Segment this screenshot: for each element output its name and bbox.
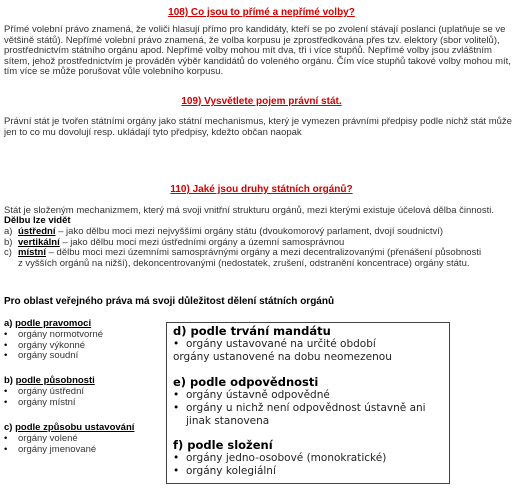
question-109-answer (4, 117, 516, 138)
section-title: f) podle složení (173, 438, 273, 452)
section-odpovednost (173, 376, 445, 428)
list-text: – jako dělbu moci mezi nejvyššími orgány státu (dvoukomorový parlament, dvojí soudnictví) (55, 226, 444, 237)
question-110-title: 110) Jaké jsou druhy státních orgánů? (170, 184, 353, 195)
list-item: • orgány výkonné (4, 341, 164, 352)
section-title: e) podle odpovědnosti (173, 375, 319, 389)
group-title: a) podle pravomoci (4, 318, 92, 329)
list-marker: b) (4, 236, 13, 248)
categories-box (166, 322, 450, 484)
question-108-answer (4, 25, 516, 78)
list-item-continuation (4, 259, 516, 270)
list-term: vertikální (18, 236, 60, 248)
question-108-title: 108) Co jsou to přímé a nepřímé volby? (168, 7, 355, 18)
answer-line: prostřednictvím státního orgánu apod. Nepřímé volby mohou mít dva, tři i více stupňů. Nepřímé volby jsou zvláštním (4, 45, 492, 57)
list-item: • orgány ustavované na určité období (173, 338, 445, 351)
list-item: • orgány jmenované (4, 445, 164, 456)
answer-line: sítem, jehož prostřednictvím je prováděn výběr kandidátů do voleného orgánu. Čím více stupňů takové volby mohou mít, (4, 55, 511, 67)
list-item: • orgány jedno-osobové (monokratické) (173, 452, 445, 465)
list-item: • orgány normotvorné (4, 330, 164, 341)
answer-line: Právní stát je tvořen státními orgány jako státní mechanismus, který je vymezen právními předpisy podle nichž stát může (4, 116, 512, 127)
group-pusobnosti (4, 376, 164, 408)
group-title: c) podle způsobu ustavování (4, 422, 135, 433)
list-item-continuation: orgány ustanovené na dobu neomezenou (173, 351, 392, 363)
answer-line: většině států). Nepřímé volební právo znamená, že volba korpusu je zprostředkována přes tzv. elektory (sbor volitelů), (4, 34, 500, 46)
group-ustavovani (4, 423, 164, 455)
list-term: ústřední (18, 226, 56, 237)
list-item: • orgány u nichž není odpovědnost ústavně ani jinak stanovena (173, 402, 445, 428)
section-slozeni (173, 439, 445, 478)
answer-line: Přímé volební právo znamená, že voliči hlasují přímo pro kandidáty, kteří se po zvolení stávají poslanci (uplatňuje se ve (4, 24, 506, 35)
section-title: d) podle trvání mandátu (173, 324, 331, 338)
list-text: – jako dělbu moci mezi ústředními orgány a územní samosprávnou (59, 236, 345, 248)
question-109-title: 109) Vysvětlete pojem právní stát. (181, 96, 342, 107)
list-item: • orgány ústavně odpovědné (173, 389, 445, 402)
question-110-intro: Stát je složeným mechanizmem, který má svoji vnitřní strukturu orgánů, mezi kterými existuje účelová dělba činnosti. (4, 205, 494, 216)
list-term: místní (18, 247, 46, 259)
group-pravomoci (4, 319, 164, 362)
answer-line: tím více se může porušovat vůle volebního korpusu. (4, 66, 224, 78)
list-item: • orgány volené (4, 434, 164, 445)
significance-heading: Pro oblast veřejného práva má svoji důležitost dělení státních orgánů (4, 296, 335, 307)
answer-line: jen to co mu dovolují resp. ukládají tyto předpisy, kdežto občan naopak (4, 126, 302, 138)
section-mandat (173, 325, 445, 364)
list-marker: a) (4, 226, 13, 237)
list-item: • orgány kolegiální (173, 465, 445, 478)
division-label: Dělbu lze vidět (4, 215, 71, 226)
division-list (4, 227, 516, 269)
list-item: • orgány místní (4, 398, 164, 409)
list-text: z vyšších orgánů na nižší), dekoncentrovanými (nedostatek, zrušení, odstranění koncentrace) orgány státu. (18, 257, 470, 269)
list-text: – dělbu moci mezi územními samosprávnými orgány a mezi decentralizovanými (přenášení působnosti (45, 247, 482, 259)
group-title: b) podle působnosti (4, 375, 95, 386)
list-marker: c) (4, 247, 12, 259)
list-item: • orgány ústřední (4, 387, 164, 398)
list-item: • orgány soudní (4, 351, 164, 362)
